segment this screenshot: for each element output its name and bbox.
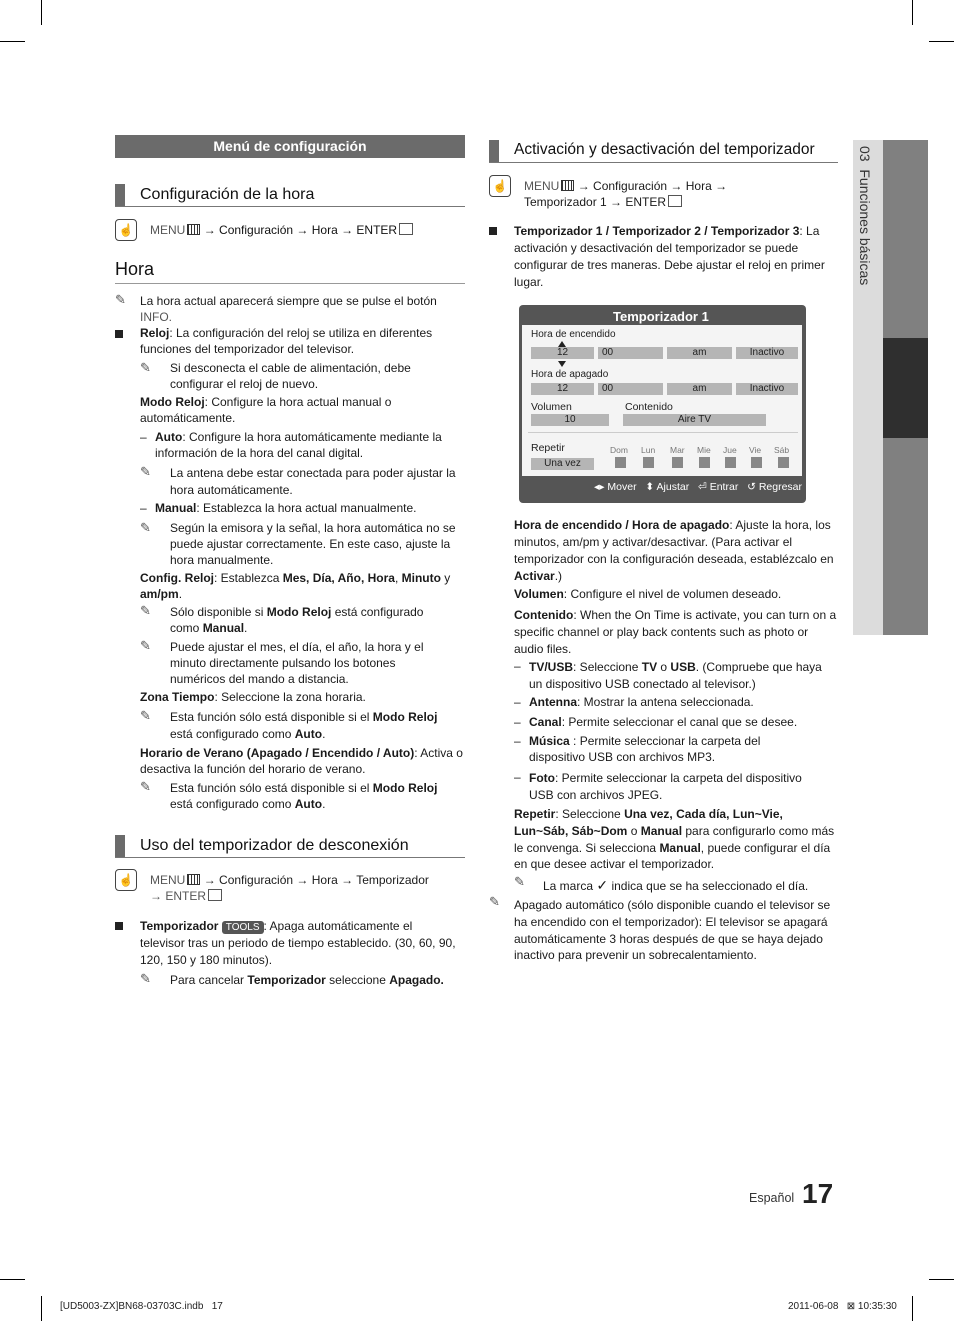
menu-icon — [561, 180, 574, 191]
item-temporizadores: Temporizador 1 / Temporizador 2 / Temporizador 3: La activación y desactivación del temporizador se puede configurar de tres maneras. Debe ajustar el reloj en primer lugar. — [514, 224, 825, 290]
item-horario-verano: Horario de Verano (Apagado / Encendido / Auto): Activa o desactiva la función del horario de verano. — [140, 746, 463, 776]
dash: – — [514, 695, 521, 709]
footer-date: 2011-06-08 ⊠ 10:35:30 — [788, 1301, 897, 1312]
section-marker — [115, 835, 125, 857]
note-icon: ✎ — [140, 708, 151, 723]
bullet — [489, 227, 497, 235]
item-hora-encendido: Hora de encendido / Hora de apagado: Ajuste la hora, los minutos, am/pm y activar/desactivar. (Para activar el temporizador con la configuración deseada, establézcalo en Activar.) — [514, 518, 834, 584]
chapter-title: Funciones básicas — [857, 169, 873, 286]
footer-language: Español — [749, 1191, 795, 1205]
item-canal: Canal: Permite seleccionar el canal que se desee. — [529, 715, 798, 729]
section-temporizador-desconexion — [115, 833, 465, 858]
menu-path: MENU → Configuración → Hora → ENTER — [150, 223, 413, 239]
section-activacion-temporizador — [489, 138, 838, 163]
osd-day-label: Jue — [723, 445, 737, 455]
return-icon: ↺ — [747, 481, 756, 493]
item-zona-tiempo: Zona Tiempo: Seleccione la zona horaria. — [140, 690, 366, 704]
page-number: 17 — [802, 1178, 834, 1209]
enter-icon — [208, 889, 222, 901]
note-func-auto-1: Esta función sólo está disponible si el Modo Reloj está configurado como Auto. — [170, 710, 438, 742]
osd-day-label: Lun — [641, 445, 656, 455]
osd-title: Temporizador 1 — [613, 309, 709, 324]
section-marker — [489, 140, 499, 162]
item-reloj: Reloj: La configuración del reloj se utiliza en diferentes funciones del temporizador del televisor. — [140, 326, 433, 356]
crop-mark — [0, 1279, 25, 1280]
note-icon: ✎ — [140, 638, 151, 653]
adjust-arrows-icon: ⬍ — [645, 481, 655, 493]
heading-hora: Hora — [115, 258, 465, 284]
menu-path: MENU → Configuración → Hora → Temporizador → ENTER — [150, 873, 429, 903]
timer-osd-panel — [519, 305, 806, 503]
note-icon: ✎ — [140, 360, 151, 375]
osd-day-label: Mar — [670, 445, 685, 455]
osd-day-checkbox[interactable] — [778, 457, 789, 468]
crop-mark — [929, 41, 954, 42]
crop-mark — [912, 0, 913, 25]
osd-off-hour[interactable]: 12 — [531, 383, 594, 395]
bullet — [115, 922, 123, 930]
osd-content-label: Contenido — [625, 401, 673, 413]
item-antenna: Antenna: Mostrar la antena seleccionada. — [529, 695, 754, 709]
crop-mark — [41, 1296, 42, 1321]
osd-off-minute[interactable]: 00 — [598, 383, 663, 395]
menu-icon — [187, 224, 200, 235]
side-tab-upper — [883, 140, 928, 338]
osd-on-ampm[interactable]: am — [667, 347, 732, 359]
note-cancelar: Para cancelar Temporizador seleccione Apagado. — [170, 973, 444, 987]
section-title: Activación y desactivación del temporizador — [514, 141, 815, 158]
osd-repeat-label: Repetir — [531, 442, 565, 454]
note-antena: La antena debe estar conectada para poder ajustar la hora automáticamente. — [170, 466, 456, 498]
item-foto: Foto: Permite seleccionar la carpeta del dispositivo USB con archivos JPEG. — [529, 771, 802, 803]
item-config-reloj: Config. Reloj: Establezca Mes, Día, Año, Hora, Minuto y am/pm. — [140, 571, 451, 601]
item-repetir: Repetir: Seleccione Una vez, Cada día, Lun~Vie, Lun~Sáb, Sáb~Dom o Manual para configurarlo como más le convenga. Si selecciona Manual, puede configurar el día en que desee activar el temporizador. — [514, 807, 835, 872]
note-apagado-auto: Apagado automático (sólo disponible cuando el televisor se ha encendido con el temporizador): El televisor se apagará automáticamente 3 horas después de que se haya dejado inactivo para prevenir un sobrecalentamiento. — [514, 898, 831, 963]
crop-mark — [0, 41, 25, 42]
hand-icon: ☝ — [115, 869, 137, 891]
item-musica: Música : Permite seleccionar la carpeta del dispositivo USB con archivos MP3. — [529, 734, 761, 764]
osd-day-checkbox[interactable] — [699, 457, 710, 468]
crop-mark — [912, 1296, 913, 1321]
crop-mark — [41, 0, 42, 25]
section-title: Configuración de la hora — [140, 186, 315, 203]
item-manual: Manual: Establezca la hora actual manualmente. — [155, 501, 417, 515]
section-marker — [115, 184, 125, 206]
item-tv-usb: TV/USB: Seleccione TV o USB. (Compruebe que haya un dispositivo USB conectado al televisor.) — [529, 660, 822, 692]
osd-on-status[interactable]: Inactivo — [736, 347, 798, 359]
note-cable: Si desconecta el cable de alimentación, debe configurar el reloj de nuevo. — [170, 361, 411, 391]
osd-on-hour[interactable]: 12 — [531, 347, 594, 359]
osd-day-checkbox[interactable] — [672, 457, 683, 468]
note-info: La hora actual aparecerá siempre que se pulse el botón INFO. — [140, 294, 437, 324]
move-arrows-icon: ◂▸ — [593, 481, 605, 493]
item-modo-reloj: Modo Reloj: Configure la hora actual manual o automáticamente. — [140, 395, 392, 425]
side-tab-lower — [883, 438, 928, 635]
item-contenido: Contenido: When the On Time is activate, you can turn on a specific channel or play back contents such as photo or audio files. — [514, 608, 837, 656]
item-auto: Auto: Configure la hora automáticamente mediante la información de la hora del canal digital. — [155, 430, 442, 460]
note-puede: Puede ajustar el mes, el día, el año, la hora y el minuto directamente pulsando los botones numéricos del mando a distancia. — [170, 640, 424, 686]
crop-mark — [929, 1279, 954, 1280]
osd-day-label: Vie — [749, 445, 762, 455]
menu-icon — [187, 874, 200, 885]
osd-off-status[interactable]: Inactivo — [736, 383, 798, 395]
dash: – — [514, 715, 521, 729]
note-icon: ✎ — [140, 779, 151, 794]
osd-repeat-value[interactable]: Una vez — [531, 458, 594, 470]
chapter-number: 03 — [857, 146, 873, 162]
osd-off-label: Hora de apagado — [531, 369, 609, 380]
osd-day-label: Dom — [610, 445, 628, 455]
note-icon: ✎ — [140, 464, 151, 479]
note-marca: La marca ✓ indica que se ha seleccionado el día. — [543, 877, 809, 893]
note-solo-manual: Sólo disponible si Modo Reloj está configurado como Manual. — [170, 605, 424, 635]
osd-day-label: Sáb — [774, 445, 790, 455]
osd-footer: ◂▸ Mover ⬍ Ajustar ⏎ Entrar ↺ Regresar — [593, 481, 802, 493]
checkmark-icon: ✓ — [596, 877, 609, 893]
osd-day-checkbox[interactable] — [643, 457, 654, 468]
osd-day-checkbox[interactable] — [615, 457, 626, 468]
note-icon: ✎ — [140, 971, 151, 986]
tools-badge: TOOLS — [222, 921, 264, 934]
enter-icon: ⏎ — [697, 481, 707, 493]
hand-icon: ☝ — [115, 219, 137, 241]
osd-day-checkbox[interactable] — [725, 457, 736, 468]
note-icon: ✎ — [115, 292, 126, 307]
footer-file: [UD5003-ZX]BN68-03703C.indb 17 — [60, 1301, 223, 1312]
osd-volume-value[interactable]: 10 — [531, 414, 609, 426]
osd-body — [522, 325, 802, 476]
dash: – — [514, 659, 521, 673]
enter-icon — [668, 195, 682, 207]
note-icon: ✎ — [140, 520, 151, 535]
enter-icon — [399, 223, 413, 235]
osd-divider — [528, 432, 798, 433]
chapter-label — [856, 146, 874, 285]
item-volumen: Volumen: Configure el nivel de volumen deseado. — [514, 587, 782, 601]
osd-on-label: Hora de encendido — [531, 329, 616, 340]
osd-on-minute[interactable]: 00 — [598, 347, 663, 359]
osd-content-value[interactable]: Aire TV — [623, 414, 766, 426]
dash: – — [140, 501, 147, 515]
note-icon: ✎ — [140, 603, 151, 618]
item-temporizador: Temporizador TOOLS : Apaga automáticamente el televisor tras un periodo de tiempo establecido. (30, 60, 90, 120, 150 y 180 minutos). — [140, 919, 456, 968]
bullet — [115, 330, 123, 338]
osd-volume-label: Volumen — [531, 401, 572, 413]
dash: – — [514, 770, 521, 784]
note-icon: ✎ — [489, 894, 500, 909]
menu-config-banner: Menú de configuración — [115, 135, 465, 158]
note-func-auto-2: Esta función sólo está disponible si el Modo Reloj está configurado como Auto. — [170, 781, 438, 811]
section-config-hora — [115, 182, 465, 207]
osd-off-ampm[interactable]: am — [667, 383, 732, 395]
menu-path: MENU → Configuración → Hora → Temporizador 1 → ENTER — [524, 179, 728, 209]
dash: – — [140, 430, 147, 444]
note-emisora: Según la emisora y la señal, la hora automática no se puede ajustar correctamente. En este caso, ajuste la hora manualmente. — [170, 521, 456, 567]
osd-day-label: Mie — [697, 445, 711, 455]
side-tab-active — [883, 338, 928, 438]
hand-icon: ☝ — [489, 175, 511, 197]
osd-day-checkbox[interactable] — [751, 457, 762, 468]
section-title: Uso del temporizador de desconexión — [140, 837, 409, 854]
note-icon: ✎ — [514, 874, 525, 889]
down-arrow-icon — [558, 361, 566, 367]
dash: – — [514, 734, 521, 748]
